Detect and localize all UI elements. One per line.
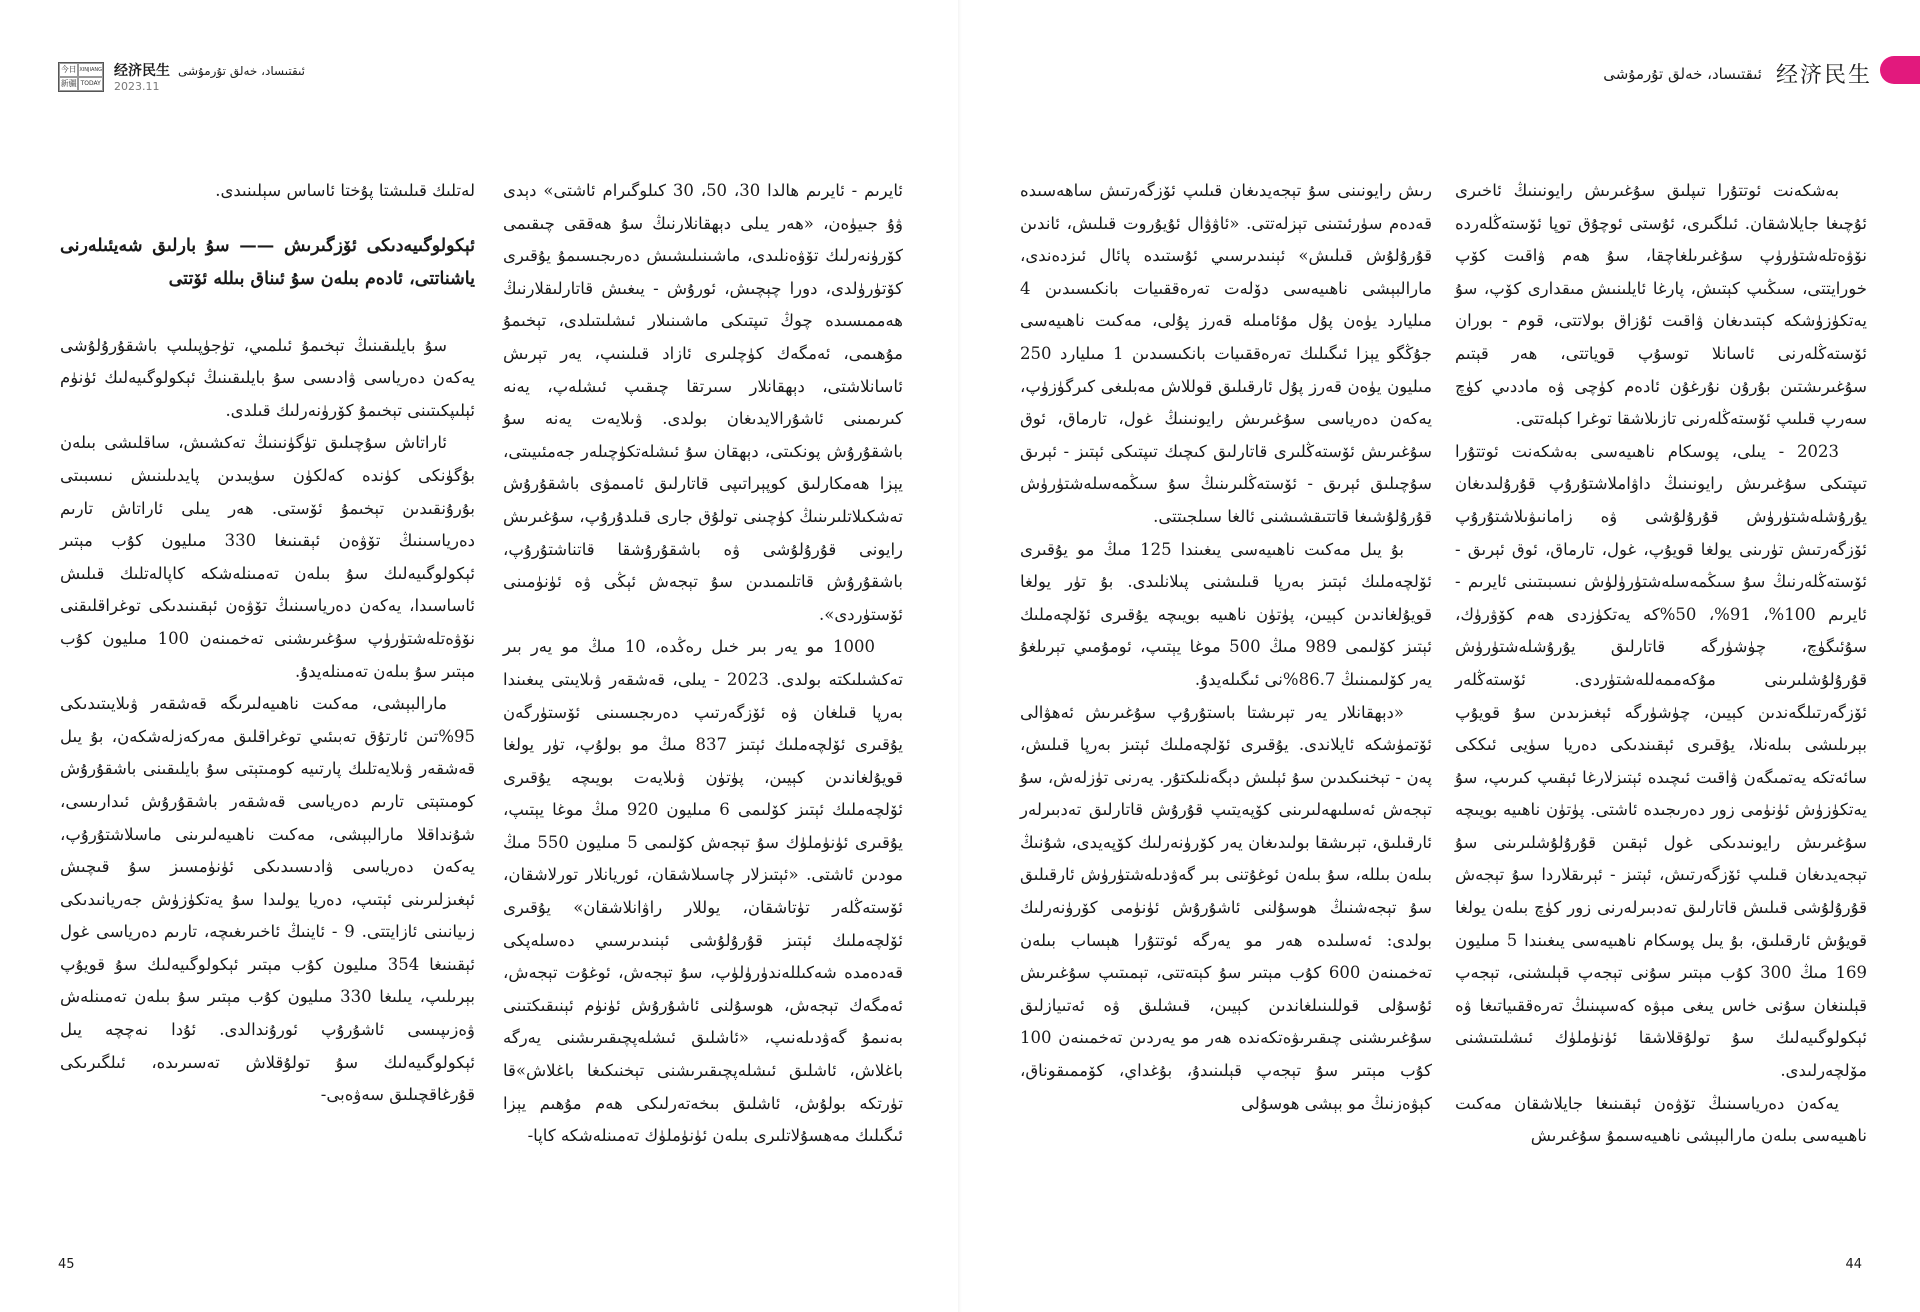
page-number-right: 44 — [1845, 1257, 1862, 1272]
logo-cell: 新疆 — [59, 77, 78, 91]
section-title-ug: ئىقتىساد، خەلق تۇرمۇشى — [178, 64, 306, 78]
paragraph: بەشكەنت ئوتتۇرا تىپلىق سۇغىرىش رايونىنىڭ ئاخىرى ئۇچىغا جايلاشقان. ئىلگىرى، ئۇستى ئوچۇق توپا ئۆستەڭلەردە نۆۋەتلەشتۈرۈپ سۇغىرىلغاچقا، سۇ ھەم ۋاقىت كۆپ خورايتتى، سىڭىپ كېتىش، پارغا ئايلىنىش مىقدارى كۆپ، سۇ يەتكۈزۈشكە كېتىدىغان ۋاقىت ئۇزاق بولاتتى، قوم - بوران ئۆستەڭلەرنى ئاسانلا توسۇپ قوياتتى، ھەر قېتىم سۇغىرىشتىن بۇرۇن نۇرغۇن ئادەم كۈچى ۋە ماددىي كۈچ سەرپ قىلىپ ئۆستەڭلەرنى تازىلاشقا توغرا كېلەتتى. — [1455, 181, 1867, 429]
page-gutter — [958, 0, 962, 1312]
paragraph: ئاراتاش سۇچىلىق تۈگۈنىنىڭ تەكشىش، ساقلىشى بىلەن بۇگۈنكى كۈندە كەلكۈن سۈيىدىن پايدىلىنىش نىسبىتى بۇرۇنقىدىن تېخىمۇ ئۆستى. ھەر يىلى ئاراتاش تارىم دەرياسىنىڭ تۆۋەن ئېقىنىغا 330 مىليون كۇب مېتىر ئېكولوگىيەلىك سۇ بىلەن تەمىنلەشكە كاپالەتلىك قىلىش ئاساسىدا، يەكەن دەرياسىنىڭ تۆۋەن ئېقىنىدىكى توغراقلىقنى نۆۋەتلەشتۈرۈپ سۇغىرىشنى تەخمىنەن 100 مىليون كۇب مېتىر سۇ بىلەن تەمىنلەيدۇ. — [60, 433, 475, 681]
logo-cell: 今日 — [59, 63, 78, 77]
text-column-2 — [1020, 175, 1432, 1120]
paragraph: سۇ بايلىقىنىڭ تېخىمۇ ئىلمىي، تۈجۈپىلىپ باشقۇرۇلۇشى يەكەن دەرياسى ۋادىسى سۇ بايلىقىنىڭ ئېكولوگىيەلىك ئۈنۈم ئېلىپكىتىنى تېخىمۇ كۆرۈنەرلىك قىلدى. — [60, 335, 475, 420]
paragraph: مارالبېشى، مەكىت ناھىيەلىرىگە قەشقەر ۋىلايىتىدىكى 95%تىن ئارتۇق تەبىئىي توغراقلىق مەركەزلەشكەن، بۇ يىل قەشقەر ۋىلايەتلىك پارتىيە كومىتېتى سۇ بايلىقىنى باشقۇرۇش كومىتېتى تارىم دەرياسى قەشقەر باشقۇرۇش ئىدارىسى، شۇنداقلا مارالبېشى، مەكىت ناھىيەلىرىنى ماسلاشتۇرۇپ، يەكەن دەرياسى ۋادىسىدىكى ئۈنۈمسىز سۇ قىچىش ئېغىزلىرىنى ئېتىپ، دەريا يولىدا سۇ يەتكۈزۈش جەريانىدىكى زىيانىنى ئازايتتى. 9 - ئاينىڭ ئاخىرىغىچە، تارىم دەرياسى غول ئېقىنىغا 354 مىليون كۇب مېتىر ئېكولوگىيەلىك سۇ قويۇپ بېرىلىپ، يىلىغا 330 مىليون كۇب مېتىر سۇ بىلەن تەمىنلەش ۋەزىپىسى ئاشۇرۇپ ئورۇندالدى. ئۇدا نەچچە يىل ئېكولوگىيەلىك سۇ تولۇقلاش تەسىرىدە، ئىلگىرىكى قۇرغاقچىلىق سەۋەبى- — [60, 694, 475, 1105]
paragraph: ئايرىم - ئايرىم ھالدا 30، 50، 30 كىلوگىرام ئاشتى» دېدى ۋۇ جىيۈەن، «ھەر يىلى دېھقانلارنىڭ سۇ ھەققى چىقىمى كۆرۈنەرلىك تۆۋەنلىدى، ماشىنىلىشىش دەرىجىسىمۇ يۇقىرى كۆتۈرۈلدى، دورا چېچىش، ئورۇش - يىغىش قاتارلىقلارنىڭ ھەممىسىدە چوڭ تىپتىكى ماشىنىلار ئىشلىتىلدى، تېخىمۇ مۇھىمى، ئەمگەك كۈچلىرى ئازاد قىلىنىپ، يەر تېرىش ئاسانلاشتى، دېھقانلار سىرتقا چىقىپ ئىشلەپ، يەنە كىرىمىنى ئاشۇرالايدىغان بولدى. ۋىلايەت يەنە سۇ باشقۇرۇش پونكىتى، دېھقان سۇ ئىشلەتكۈچىلەر جەمئىيىتى، يېزا ھەمكارلىق كوپېراتىپى قاتارلىق ئامىمۋى باشقۇرۇش تەشكىلاتلىرىنىڭ كۈچىنى تولۇق جارى قىلدۇرۇپ، سۇغىرىش رايونى قۇرۇلۇشى ۋە باشقۇرۇشقا قاتناشتۇرۇپ، باشقۇرۇش قاتلىمىدىن سۇ تېجەش ئېڭى ۋە ئۈنۈمىنى ئۆستۈردى». — [503, 181, 903, 624]
right-page-header — [1603, 58, 1872, 89]
issue-date: 2023.11 — [114, 80, 160, 93]
section-color-tab — [1880, 56, 1920, 84]
paragraph: رىش رايونىنى سۇ تېجەيدىغان قىلىپ ئۆزگەرتىش ساھەسىدە قەدەم سۈرئىتىنى تېزلەتتى. «ئاۋۋال ئۇيۇروت قىلىش، ئاندىن قۇرۇلۇش قىلىش» ئېنىدىرسىي ئۇستىدە پائال ئىزدەندى، مارالبېشى ناھىيەسى دۆلەت تەرەققىيات بانكىسىدىن 4 مىليارد يۈەن پۇل مۇئامىلە قەرز پۇلى، مەكىت ناھىيەسى جۇڭگو يېزا ئىگىلىك تەرەققىيات بانكىسىدىن 1 مىليارد 250 مىليون يۈەن قەرز پۇل ئارقىلىق قوللاش مەبلىغى كىرگۈزۈپ، يەكەن دەرياسى سۇغىرىش رايونىنىڭ غول، تارماق، ئوق سۇغىرىش ئۆستەڭلىرى قاتارلىق كىچىك تىپتىكى ئېتىز - ئېرىق سۇچىلىق ئېرىق - ئۆستەڭلىرىنىڭ سۇ سىڭمەسلەشتۈرۈش قۇرۇلۇشىغا قاتتىقشىشنى ئالغا سىلجىتتى. — [1020, 181, 1433, 526]
text-column-4 — [60, 175, 475, 1112]
section-title-ug: ئىقتىساد، خەلق تۇرمۇشى — [1603, 64, 1762, 83]
section-title-cn: 经济民生 — [114, 63, 170, 79]
paragraph: 1000 مو يەر بىر خىل رەڭدە، 10 مىڭ مو يەر بىر تەكشىلىكتە بولدى. 2023 - يىلى، قەشقەر ۋىلايىتى يىغىندا بەرپا قىلغان ۋە ئۆزگەرتىپ دەرىجىسىنى ئۆستۈرگەن يۇقىرى ئۆلچەملىك ئېتىز 837 مىڭ مو بولۇپ، تۈر يولغا قويۇلغاندىن كېيىن، پۈتۈن ۋىلايەت بويىچە يۇقىرى ئۆلچەملىك ئېتىز كۆلىمى 6 مىليون 920 مىڭ موغا يېتىپ، يۇقىرى ئۈنۈملۈك سۇ تېجەش كۆلىمى 5 مىليون 550 مىڭ مودىن ئاشتى. «ئېتىزلار چاسىلاشقان، ئوريانلار تورلاشقان، ئۆستەڭلەر تۈتاشقان، يوللار راۋانلاشقان» يۇقىرى ئۆلچەملىك ئېتىز قۇرۇلۇشى ئېنىدىرسىي دەسلەپكى قەدەمدە شەكىللەندۈرۈلۈپ، سۇ تېجەش، ئوغۇت تېجەش، ئەمگەك تېجەش، ھوسۇلنى ئاشۇرۇش ئۈنۈم ئېنىقىكتىنى بەنىمۇ گەۋدىلەنىپ، «ئاشلىق ئىشلەپچىقىرىشنى يەرگە باغلاش، ئاشلىق ئىشلەپچىقىرىشنى تېخنىكىغا باغلاش»قا تۈرتكە بولۇش، ئاشلىق بىخەتەرلىكى ھەم مۇھىم يېزا ئىگىلىك مەھسۇلاتلىرى بىلەن ئۈنۈملۈك تەمىنلەشكە كاپا- — [503, 637, 904, 1146]
page-number-left: 45 — [58, 1257, 75, 1272]
section-title-cn: 经济民生 — [1775, 63, 1872, 88]
paragraph: يەكەن دەرياسىنىڭ تۆۋەن ئېقىنىغا جايلاشقان مەكىت ناھىيەسى بىلەن مارالبېشى ناھىيەسىمۇ سۇغىرىش — [1455, 1093, 1867, 1146]
paragraph: لەتلىك قىلىشتا پۇختا ئاساس سېلىنىدى. — [215, 181, 475, 200]
paragraph: «دېھقانلار يەر تېرىشتا باستۇرۇپ سۇغىرىش ئەھۋالى ئۆتمۈشكە ئايلاندى. يۇقىرى ئۆلچەملىك ئېتىز بەرپا قىلىش، پەن - تېخنىكىدىن سۇ ئېلىش دېگەنلىكتۇر. يەرنى تۈزلەش، سۇ تېجەش ئەسلىھەلىرىنى كۆپەيتىپ قۇرۇش قاتارلىق تەدبىرلەر ئارقىلىق، تېرىشقا بولىدىغان يەر كۆرۈنەرلىك كۆپەيدى، شۇنىڭ بىلەن بىللە، سۇ بىلەن ئوغۇتنى بىر گەۋدىلەشتۈرۈش ئارقىلىق سۇ تېجەشنىڭ ھوسۇلنى ئاشۇرۇش ئۈنۈمى كۆرۈنەرلىك بولدى: ئەسلىدە ھەر مو يەرگە ئوتتۇرا ھېساب بىلەن تەخمىنەن 600 كۇب مېتىر سۇ كېتەتتى، تېمىتىپ سۇغىرىش ئۇسۇلى قوللىنىلغاندىن كېيىن، قىشلىق ۋە ئەتىيازلىق سۇغىرىشنى چىقىرىۋەتكەندە ھەر مو يەردىن تەخمىنەن 100 كۇب مېتىر سۇ تېجەپ قېلىنىدۇ، بۇغداي، كۆممىقوناق، كېۋەزنىڭ مو بېشى ھوسۇلى — [1020, 702, 1432, 1113]
section-subheading: ئېكولوگىيەدىكى ئۆزگىرىش —— سۇ بارلىق شەيئىلەرنى ياشناتتى، ئادەم بىلەن سۇ ئىناق بىللە ئۆتتى — [60, 235, 475, 289]
left-page-header — [58, 60, 305, 93]
logo-cell: XINJIANG — [78, 63, 103, 77]
logo-cell: TODAY — [78, 77, 103, 91]
text-column-3 — [503, 175, 903, 1153]
paragraph: 2023 - يىلى، پوسكام ناھىيەسى بەشكەنت ئوتتۇرا تىپتىكى سۇغىرىش رايونىنىڭ داۋاملاشتۇرۇپ قۇرۇلىدىغان يۇرۇشلەشتۈرۈش قۇرۇلۇشى ۋە زامانىۋىلاشتۇرۇپ ئۆزگەرتىش تۈرىنى يولغا قويۇپ، غول، تارماق، ئوق ئېرىق - ئۆستەڭلەرنىڭ سۇ سىڭمەسلەشتۈرۈلۈش نىسبىتىنى ئايرىم - ئايرىم 100%، 91%، 50%كە يەتكۈزدى ھەم كۆۋرۈك، سۇئىگۈچ، چۈشۈرگە قاتارلىق يۇرۇشلەشتۈرۈش قۇرۇلۇشلىرىنى مۇكەممەللەشتۈردى. ئۆستەڭلەر ئۆزگەرتىلگەندىن كېيىن، چۈشۈرگە ئېغىزىدىن سۇ قويۇپ بېرىلىشى بىلەنلا، يۇقىرى ئېقىندىكى دەريا سۈيى ئىككى سائەتكە يەتمىگەن ۋاقىت ئىچىدە ئېتىزلارغا ئېقىپ كىرىپ، سۇ يەتكۈزۈش ئۈنۈمى زور دەرىجىدە ئاشتى. پۈتۈن ناھىيە بويىچە سۇغىرىش رايونىدىكى غول ئېقىن قۇرۇلۇشلىرىنى سۇ تېجەيدىغان قىلىپ ئۆزگەرتىش، ئېتىز - ئېرىقلاردا سۇ تېجەش قۇرۇلۇشى قىلىش قاتارلىق تەدبىرلەرنى زور كۈچ بىلەن يولغا قويۇش ئارقىلىق، بۇ يىل پوسكام ناھىيەسى يىغىندا 5 مىليون 169 مىڭ 300 كۇب مېتىر سۇنى تېجەپ قېلىشنى، تېجەپ قېلىنغان سۇنى خاس يىغى مېۋە كەسپىنىڭ تەرەققىياتىغا ۋە ئېكولوگىيەلىك سۇ تولۇقلاشقا ئۈنۈملۈك ئىشلىتىشنى مۆلچەرلىدى. — [1455, 441, 1868, 1081]
magazine-logo — [58, 62, 104, 92]
text-column-1 — [1455, 175, 1867, 1153]
paragraph: بۇ يىل مەكىت ناھىيەسى يىغىندا 125 مىڭ مو يۇقىرى ئۆلچەملىك ئېتىز بەرپا قىلىشنى پىلانلىدى. بۇ تۈر يولغا قويۇلغاندىن كېيىن، پۈتۈن ناھىيە بويىچە يۇقىرى ئۆلچەملىك ئېتىز كۆلىمى 989 مىڭ 500 موغا يېتىپ، ئومۇمىي تېرىلغۇ يەر كۆلىمىنىڭ 86.7%نى ئىگىلەيدۇ. — [1020, 539, 1432, 689]
